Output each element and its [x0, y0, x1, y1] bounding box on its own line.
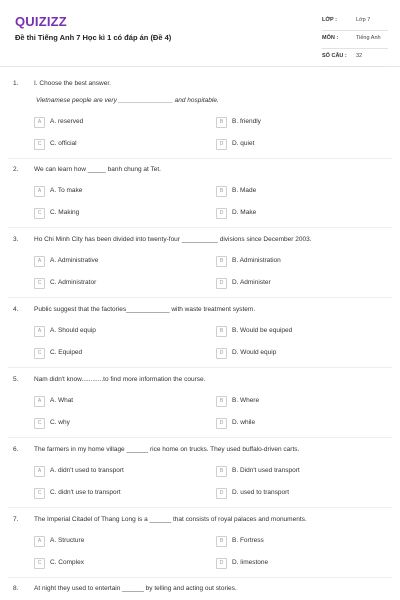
question-number: 2. — [13, 166, 19, 173]
option-letter-box: B — [216, 256, 227, 267]
option-text: C. Complex — [50, 559, 84, 566]
option-letter-box: B — [216, 396, 227, 407]
option-text: D. limestone — [232, 559, 269, 566]
quizizz-logo: QUIZIZZ — [15, 14, 67, 29]
meta-row-subject — [322, 33, 388, 49]
option-letter-box: A — [34, 536, 45, 547]
option-text: A. Structure — [50, 537, 85, 544]
option-letter-box: D — [216, 208, 227, 219]
question-divider — [8, 577, 392, 578]
option-letter-box: B — [216, 466, 227, 477]
option-text: A. didn't used to transport — [50, 467, 124, 474]
meta-row-class — [322, 15, 388, 31]
option-letter-box: C — [34, 208, 45, 219]
option-text: A. What — [50, 397, 74, 404]
meta-label: LỚP : — [322, 17, 337, 23]
question-text: At night they used to entertain ______ by telling and acting out stories. — [34, 585, 237, 592]
option-letter-box: D — [216, 418, 227, 429]
question-sentence: Vietnamese people are very _______________ and hospitable. — [36, 97, 219, 104]
option-letter-box: A — [34, 326, 45, 337]
worksheet-title: Đề thi Tiếng Anh 7 Học kì 1 có đáp án (Đề 4) — [15, 33, 172, 42]
option-letter-box: A — [34, 186, 45, 197]
question-text: I. Choose the best answer. — [34, 80, 111, 87]
option-letter-box: D — [216, 348, 227, 359]
option-letter-box: C — [34, 278, 45, 289]
question-number: 8. — [13, 585, 19, 592]
option-letter-box: B — [216, 536, 227, 547]
question-number: 7. — [13, 516, 19, 523]
question-divider — [8, 507, 392, 508]
option-letter-box: B — [216, 117, 227, 128]
question-divider — [8, 437, 392, 438]
option-text: D. while — [232, 419, 256, 426]
option-letter-box: C — [34, 418, 45, 429]
option-text: B. Where — [232, 397, 260, 404]
meta-row-count — [322, 51, 388, 67]
meta-value: Tiếng Anh — [356, 35, 381, 41]
option-letter-box: A — [34, 466, 45, 477]
option-text: A. To make — [50, 187, 83, 194]
option-text: B. Administration — [232, 257, 281, 264]
option-letter-box: C — [34, 348, 45, 359]
question-divider — [8, 367, 392, 368]
question-text: We can learn how _____ banh chung at Tet. — [34, 166, 161, 173]
option-text: D. Would equip — [232, 349, 277, 356]
option-letter-box: C — [34, 139, 45, 150]
question-number: 1. — [13, 80, 19, 87]
option-letter-box: A — [34, 396, 45, 407]
option-letter-box: D — [216, 278, 227, 289]
question-text: The Imperial Citadel of Thang Long is a ______ that consists of royal palaces and monuments. — [34, 516, 307, 523]
option-text: C. official — [50, 140, 77, 147]
question-number: 6. — [13, 446, 19, 453]
question-divider — [8, 297, 392, 298]
option-text: D. Administer — [232, 279, 271, 286]
option-text: D. quiet — [232, 140, 255, 147]
question-number: 3. — [13, 236, 19, 243]
worksheet-header — [0, 0, 400, 67]
question-divider — [8, 227, 392, 228]
meta-value: 32 — [356, 53, 363, 59]
question-text: Ho Chi Minh City has been divided into twenty-four __________ divisions since December 2003. — [34, 236, 312, 243]
option-text: C. Equiped — [50, 349, 83, 356]
option-text: A. Administrative — [50, 257, 99, 264]
option-text: B. friendly — [232, 118, 261, 125]
option-letter-box: D — [216, 488, 227, 499]
option-text: B. Fortress — [232, 537, 264, 544]
option-text: D. used to transport — [232, 489, 290, 496]
option-letter-box: A — [34, 256, 45, 267]
option-letter-box: B — [216, 186, 227, 197]
question-text: Nam didn't know............to find more information the course. — [34, 376, 206, 383]
option-letter-box: D — [216, 558, 227, 569]
option-text: B. Would be equiped — [232, 327, 293, 334]
option-text: C. Administrator — [50, 279, 97, 286]
question-number: 5. — [13, 376, 19, 383]
question-number: 4. — [13, 306, 19, 313]
option-letter-box: D — [216, 139, 227, 150]
question-text: The farmers in my home village ______ rice home on trucks. They used buffalo-driven carts. — [34, 446, 300, 453]
option-text: C. Making — [50, 209, 80, 216]
option-text: C. why — [50, 419, 70, 426]
meta-value: Lớp 7 — [356, 17, 371, 23]
meta-label: SỐ CÂU : — [322, 53, 347, 59]
question-divider — [8, 158, 392, 159]
option-text: A. reserved — [50, 118, 84, 125]
option-letter-box: C — [34, 488, 45, 499]
option-letter-box: A — [34, 117, 45, 128]
question-text: Public suggest that the factories____________ with waste treatment system. — [34, 306, 256, 313]
option-letter-box: B — [216, 326, 227, 337]
option-text: A. Should equip — [50, 327, 96, 334]
option-text: B. Made — [232, 187, 257, 194]
option-text: C. didn't use to transport — [50, 489, 121, 496]
option-text: D. Make — [232, 209, 257, 216]
meta-info — [322, 15, 388, 69]
option-letter-box: C — [34, 558, 45, 569]
meta-label: MÔN : — [322, 35, 339, 41]
option-text: B. Didn't used transport — [232, 467, 300, 474]
